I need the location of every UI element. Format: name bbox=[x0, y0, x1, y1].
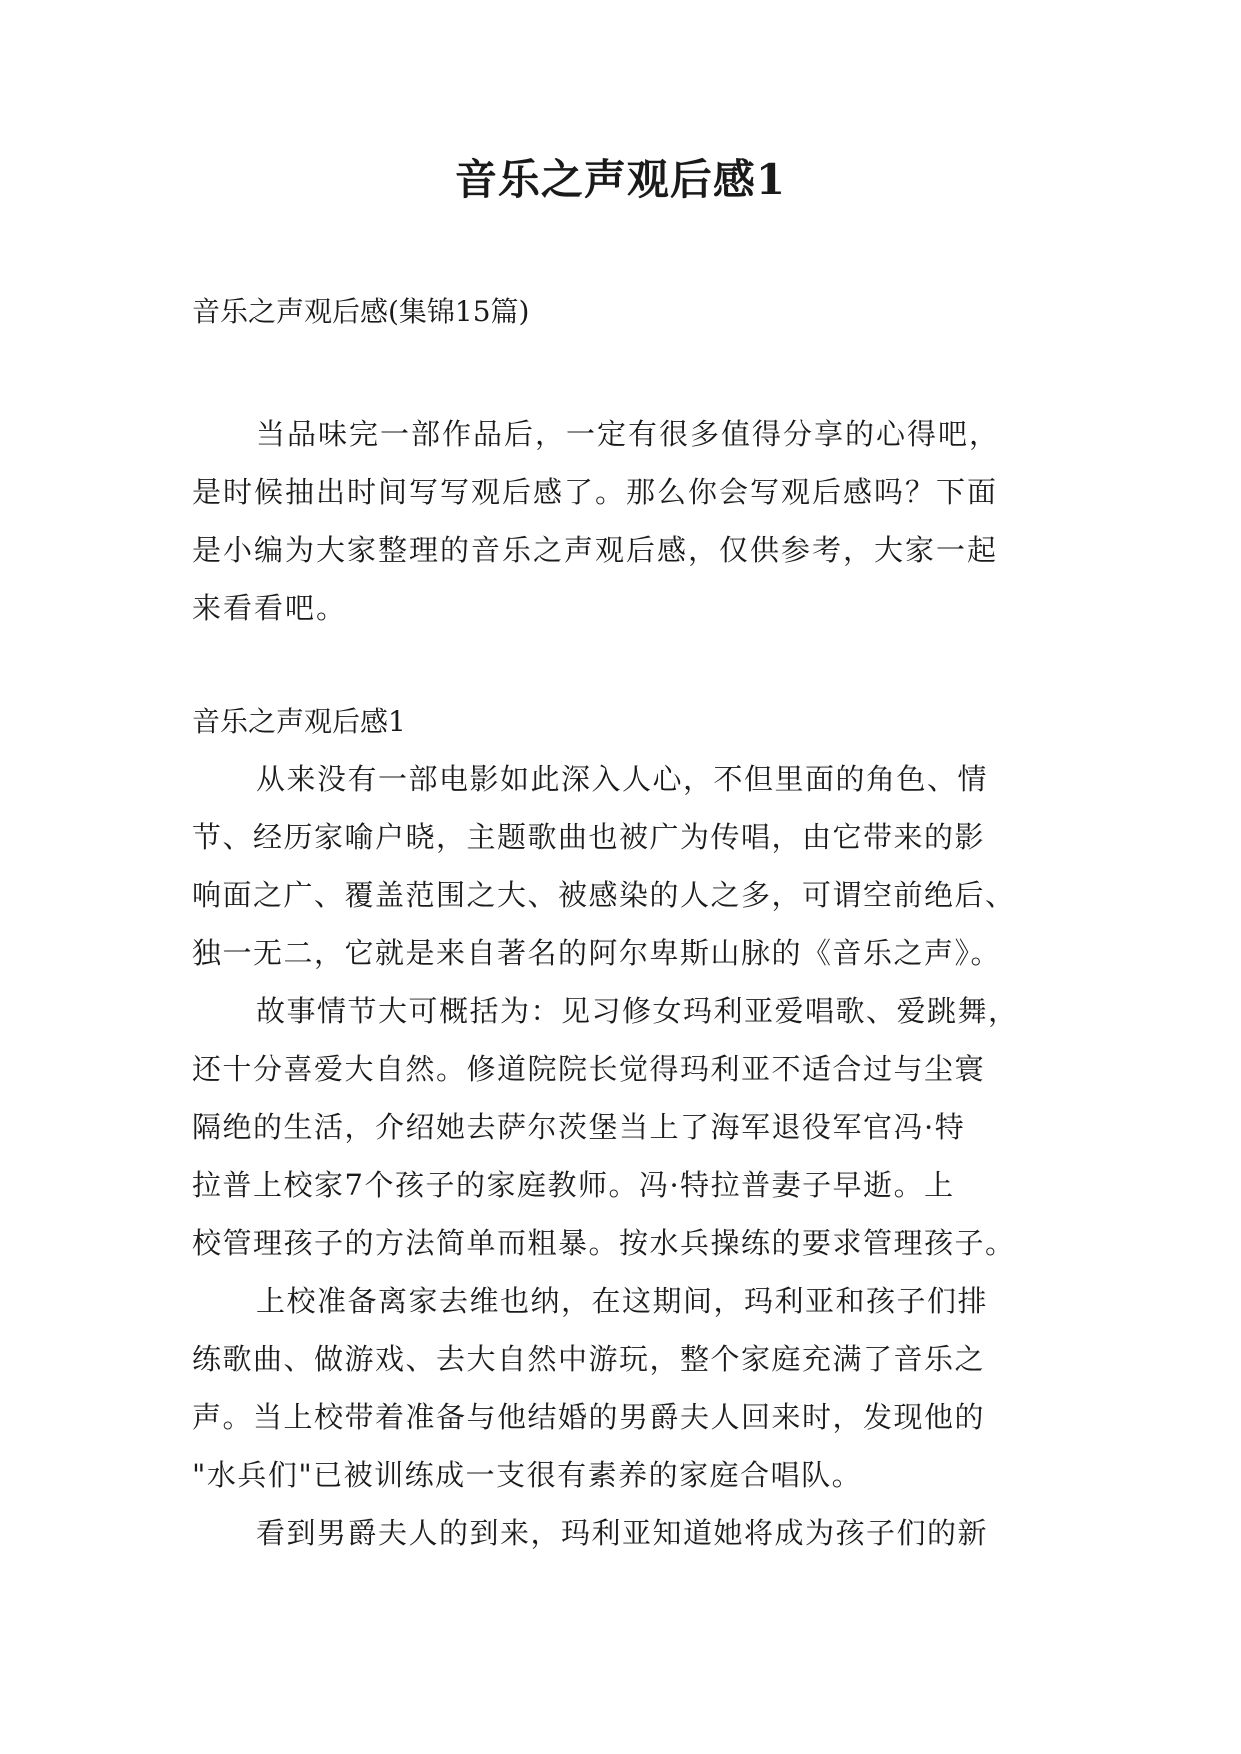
body-line: 练歌曲、做游戏、去大自然中游玩，整个家庭充满了音乐之 bbox=[192, 1342, 986, 1376]
body-line: 响面之广、覆盖范围之大、被感染的人之多，可谓空前绝后、 bbox=[192, 878, 1016, 912]
intro-line: 来看看吧。 bbox=[192, 591, 348, 625]
body-line: 声。当上校带着准备与他结婚的男爵夫人回来时，发现他的 bbox=[192, 1400, 986, 1434]
intro-paragraph bbox=[192, 405, 1052, 637]
document-title: 音乐之声观后感1 bbox=[454, 155, 787, 204]
body-line: 节、经历家喻户晓，主题歌曲也被广为传唱，由它带来的影 bbox=[192, 820, 986, 854]
body-line: 拉普上校家7个孩子的家庭教师。冯·特拉普妻子早逝。上 bbox=[192, 1168, 955, 1202]
body-line: 从来没有一部电影如此深入人心，不但里面的角色、情 bbox=[256, 762, 989, 796]
body-line: 校管理孩子的方法简单而粗暴。按水兵操练的要求管理孩子。 bbox=[192, 1226, 1016, 1260]
body-line: 独一无二，它就是来自著名的阿尔卑斯山脉的《音乐之声》。 bbox=[192, 936, 1002, 970]
body-paragraphs bbox=[192, 750, 1062, 1562]
intro-line: 是小编为大家整理的音乐之声观后感，仅供参考，大家一起 bbox=[192, 533, 999, 567]
body-line: 隔绝的生活，介绍她去萨尔茨堡当上了海军退役军官冯·特 bbox=[192, 1110, 966, 1144]
section-heading: 音乐之声观后感1 bbox=[192, 705, 406, 738]
body-line: 上校准备离家去维也纳，在这期间，玛利亚和孩子们排 bbox=[256, 1284, 989, 1318]
intro-line: 是时候抽出时间写写观后感了。那么你会写观后感吗？下面 bbox=[192, 475, 999, 509]
body-line: "水兵们"已被训练成一支很有素养的家庭合唱队。 bbox=[192, 1458, 863, 1492]
body-line: 看到男爵夫人的到来，玛利亚知道她将成为孩子们的新 bbox=[256, 1516, 989, 1550]
intro-line: 当品味完一部作品后，一定有很多值得分享的心得吧， bbox=[256, 417, 1001, 451]
body-line: 故事情节大可概括为：见习修女玛利亚爱唱歌、爱跳舞， bbox=[256, 994, 1019, 1028]
document-subtitle: 音乐之声观后感(集锦15篇) bbox=[192, 295, 530, 328]
body-line: 还十分喜爱大自然。修道院院长觉得玛利亚不适合过与尘寰 bbox=[192, 1052, 986, 1086]
